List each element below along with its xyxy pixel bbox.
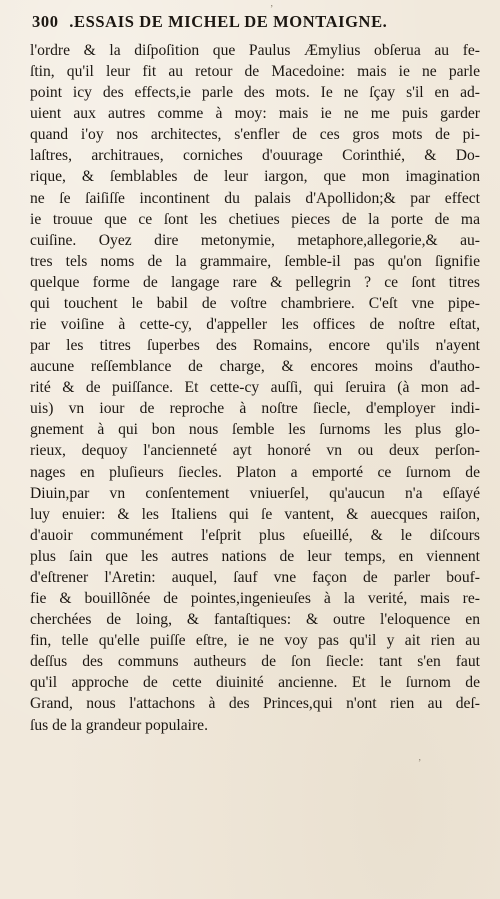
text-line: d'auoir communément l'eſprit plus eſueillé, & le diſcours [30, 526, 480, 544]
text-line: Diuin,par vn conſentement vniuerſel, qu'aucun n'a eſſayé [30, 484, 480, 502]
print-speck: ʼ [270, 4, 274, 15]
text-line: l'ordre & la diſpoſition que Paulus Æmylius obſerua au fe- [30, 42, 480, 59]
text-line: cuiſine. Oyez dire metonymie, metaphore,allegorie,& au- [30, 231, 480, 249]
text-line: luy enuier: & les Italiens qui ſe vantent, & auecques raiſon, [30, 505, 480, 523]
print-speck: ʼ [418, 758, 422, 769]
text-line: rieux, dequoy l'ancienneté ayt honoré vn ou deux perſon- [30, 442, 480, 460]
text-line: uis) vn iour de reproche à noſtre ſiecle, d'employer indi- [30, 400, 480, 418]
text-line: fie & bouillõnée de pointes,ingenieuſes à la verité, mais re- [30, 590, 480, 608]
text-line: rité & de puiſſance. Et cette-cy auſſi, qui ſeruira (à mon ad- [30, 379, 480, 397]
text-line: ie trouue que ce ſont les chetiues pieces de la porte de ma [30, 210, 480, 228]
text-line: point icy des effects,ie parle des mots. Ie ne ſçay s'il en ad- [30, 84, 480, 102]
text-line: quelque forme de langage rare & pellegrin ? ce ſont titres [30, 273, 480, 291]
text-line: aucune reſſemblance de charge, & encores moins d'autho- [30, 358, 480, 376]
page-header [32, 12, 482, 38]
text-line: rique, & ſemblables de leur iargon, que mon imagination [30, 168, 480, 186]
body-text [30, 40, 480, 736]
text-line: d'eſtrener l'Aretin: auquel, ſauf vne façon de parler bouf- [30, 568, 480, 586]
text-line: deſſus des communs autheurs de ſon ſiecle: tant s'en faut [30, 653, 480, 671]
text-line: Grand, nous l'attachons à des Princes,qui n'ont rien au deſ- [30, 695, 480, 713]
text-line-last: ſus de la grandeur populaire. [30, 716, 208, 734]
text-line: plus ſain que les autres nations de leur temps, en viennent [30, 547, 480, 565]
text-line: fin, telle qu'elle puiſſe eſtre, ie ne voy pas qu'il y ait rien au [30, 632, 480, 650]
text-line: laſtres, architraues, corniches d'ouurage Corinthié, & Do- [30, 147, 480, 165]
text-line: tres tels noms de la grammaire, ſemble-il pas qu'on ſignifie [30, 252, 480, 270]
text-line: gnement à qui bon nous ſemble les ſurnoms les plus glo- [30, 421, 480, 439]
running-title: .ESSAIS DE MICHEL DE MONTAIGNE. [69, 12, 388, 31]
text-line: ſtin, qu'il leur fit au retour de Macedoine: mais ie ne parle [30, 63, 480, 81]
page-number: 300 [32, 12, 59, 31]
text-line: ne ſe ſaiſiſſe incontinent du palais d'Apollidon;& par effect [30, 189, 480, 207]
text-line: rie voiſine à cette-cy, d'appeller les offices de noſtre eſtat, [30, 316, 480, 334]
text-line: par les titres ſuperbes des Romains, encore qu'ils n'ayent [30, 337, 480, 355]
text-line: cherchées de loing, & fantaſtiques: & outre l'eloquence en [30, 611, 480, 629]
text-line: quand i'oy nos architectes, s'enfler de ces gros mots de pi- [30, 126, 480, 144]
text-line: qu'il approche de cette diuinité ancienne. Et le ſurnom de [30, 674, 480, 692]
text-line: nages en pluſieurs ſiecles. Platon a emporté ce ſurnom de [30, 463, 480, 481]
text-line: qui touchent le babil de voſtre chambriere. C'eſt vne pipe- [30, 294, 480, 312]
text-line: uient aux autres comme à moy: mais ie ne me puis garder [30, 105, 480, 123]
